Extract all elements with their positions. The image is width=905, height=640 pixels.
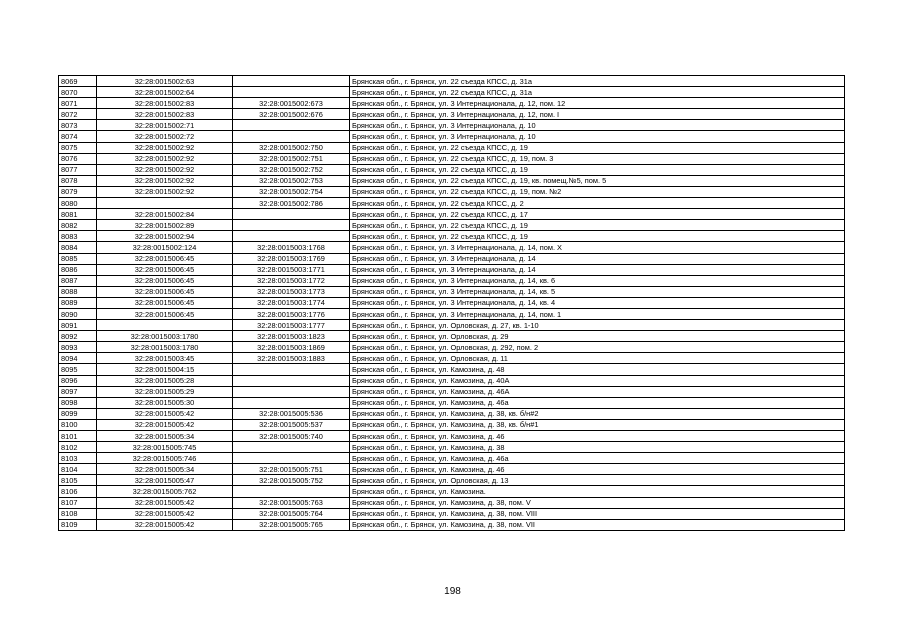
cadastral-number-cell (97, 320, 233, 331)
cadastral-number-cell: 32:28:0015003:45 (97, 353, 233, 364)
row-number-cell: 8108 (59, 508, 97, 519)
cadastral-number-cell: 32:28:0015005:30 (97, 397, 233, 408)
related-cadastral-number-cell (233, 209, 350, 220)
row-number-cell: 8070 (59, 87, 97, 98)
address-cell: Брянская обл., г. Брянск, ул. 3 Интернационала, д. 14, кв. 6 (350, 275, 845, 286)
row-number-cell: 8109 (59, 519, 97, 530)
table-row (59, 76, 845, 87)
address-cell: Брянская обл., г. Брянск, ул. 3 Интернационала, д. 14, кв. 5 (350, 286, 845, 297)
table-row (59, 486, 845, 497)
cadastral-number-cell: 32:28:0015002:64 (97, 87, 233, 98)
address-cell: Брянская обл., г. Брянск, ул. 22 съезда КПСС, д. 19 (350, 220, 845, 231)
row-number-cell: 8097 (59, 386, 97, 397)
table-row (59, 109, 845, 120)
address-cell: Брянская обл., г. Брянск, ул. Камозина, д. 38, пом. VIII (350, 508, 845, 519)
address-cell: Брянская обл., г. Брянск, ул. 3 Интернационала, д. 10 (350, 131, 845, 142)
related-cadastral-number-cell (233, 87, 350, 98)
address-cell: Брянская обл., г. Брянск, ул. 3 Интернационала, д. 10 (350, 120, 845, 131)
table-row (59, 286, 845, 297)
cadastral-number-cell: 32:28:0015005:745 (97, 442, 233, 453)
address-cell: Брянская обл., г. Брянск, ул. 3 Интернационала, д. 12, пом. I (350, 109, 845, 120)
cadastral-number-cell: 32:28:0015002:89 (97, 220, 233, 231)
table-row (59, 297, 845, 308)
row-number-cell: 8081 (59, 209, 97, 220)
table-row (59, 453, 845, 464)
address-cell: Брянская обл., г. Брянск, ул. 22 съезда КПСС, д. 19 (350, 164, 845, 175)
cadastral-number-cell: 32:28:0015002:92 (97, 164, 233, 175)
related-cadastral-number-cell: 32:28:0015005:764 (233, 508, 350, 519)
related-cadastral-number-cell: 32:28:0015003:1776 (233, 308, 350, 319)
table-row (59, 209, 845, 220)
related-cadastral-number-cell: 32:28:0015005:537 (233, 419, 350, 430)
cadastral-number-cell: 32:28:0015005:42 (97, 508, 233, 519)
table-row (59, 331, 845, 342)
cadastral-number-cell: 32:28:0015002:92 (97, 175, 233, 186)
row-number-cell: 8105 (59, 475, 97, 486)
cadastral-number-cell: 32:28:0015005:29 (97, 386, 233, 397)
cadastral-number-cell: 32:28:0015005:42 (97, 519, 233, 530)
address-cell: Брянская обл., г. Брянск, ул. Камозина, д. 38, пом. VII (350, 519, 845, 530)
table-row (59, 131, 845, 142)
cadastral-number-cell: 32:28:0015006:45 (97, 286, 233, 297)
address-cell: Брянская обл., г. Брянск, ул. 3 Интернационала, д. 14 (350, 264, 845, 275)
cadastral-number-cell: 32:28:0015002:83 (97, 98, 233, 109)
table-row (59, 431, 845, 442)
row-number-cell: 8088 (59, 286, 97, 297)
related-cadastral-number-cell: 32:28:0015003:1771 (233, 264, 350, 275)
row-number-cell: 8096 (59, 375, 97, 386)
related-cadastral-number-cell (233, 76, 350, 87)
row-number-cell: 8099 (59, 408, 97, 419)
related-cadastral-number-cell: 32:28:0015003:1823 (233, 331, 350, 342)
related-cadastral-number-cell (233, 120, 350, 131)
address-cell: Брянская обл., г. Брянск, ул. 22 съезда КПСС, д. 17 (350, 209, 845, 220)
table-row (59, 519, 845, 530)
cadastral-number-cell: 32:28:0015002:72 (97, 131, 233, 142)
table-row (59, 264, 845, 275)
row-number-cell: 8103 (59, 453, 97, 464)
row-number-cell: 8069 (59, 76, 97, 87)
related-cadastral-number-cell (233, 442, 350, 453)
table-row (59, 497, 845, 508)
address-cell: Брянская обл., г. Брянск, ул. Камозина, д. 46 (350, 431, 845, 442)
cadastral-number-cell: 32:28:0015005:34 (97, 431, 233, 442)
address-cell: Брянская обл., г. Брянск, ул. Камозина, д. 38, пом. V (350, 497, 845, 508)
table-row (59, 408, 845, 419)
address-cell: Брянская обл., г. Брянск, ул. Камозина, д. 46А (350, 386, 845, 397)
related-cadastral-number-cell: 32:28:0015003:1883 (233, 353, 350, 364)
address-cell: Брянская обл., г. Брянск, ул. Камозина, д. 46а (350, 397, 845, 408)
table-row (59, 342, 845, 353)
cadastral-number-cell: 32:28:0015002:124 (97, 242, 233, 253)
address-cell: Брянская обл., г. Брянск, ул. 3 Интернационала, д. 12, пом. 12 (350, 98, 845, 109)
related-cadastral-number-cell: 32:28:0015003:1774 (233, 297, 350, 308)
cadastral-number-cell: 32:28:0015005:746 (97, 453, 233, 464)
address-cell: Брянская обл., г. Брянск, ул. Орловская, д. 13 (350, 475, 845, 486)
related-cadastral-number-cell: 32:28:0015005:752 (233, 475, 350, 486)
row-number-cell: 8074 (59, 131, 97, 142)
related-cadastral-number-cell (233, 486, 350, 497)
page-number: 198 (444, 586, 461, 597)
row-number-cell: 8098 (59, 397, 97, 408)
cadastral-number-cell: 32:28:0015004:15 (97, 364, 233, 375)
address-cell: Брянская обл., г. Брянск, ул. Камозина, д. 46а (350, 453, 845, 464)
related-cadastral-number-cell (233, 220, 350, 231)
cadastral-number-cell: 32:28:0015002:83 (97, 109, 233, 120)
row-number-cell: 8086 (59, 264, 97, 275)
table-row (59, 308, 845, 319)
table-row (59, 198, 845, 209)
address-cell: Брянская обл., г. Брянск, ул. 22 съезда КПСС, д. 19, пом. №2 (350, 186, 845, 197)
cadastral-number-cell: 32:28:0015002:63 (97, 76, 233, 87)
address-cell: Брянская обл., г. Брянск, ул. 22 съезда КПСС, д. 19, пом. 3 (350, 153, 845, 164)
address-cell: Брянская обл., г. Брянск, ул. Камозина. (350, 486, 845, 497)
table-row (59, 320, 845, 331)
address-cell: Брянская обл., г. Брянск, ул. Камозина, д. 38, кв. б/н#1 (350, 419, 845, 430)
related-cadastral-number-cell: 32:28:0015005:763 (233, 497, 350, 508)
address-cell: Брянская обл., г. Брянск, ул. Камозина, д. 38, кв. б/н#2 (350, 408, 845, 419)
cadastral-number-cell: 32:28:0015006:45 (97, 308, 233, 319)
table-row (59, 231, 845, 242)
row-number-cell: 8084 (59, 242, 97, 253)
property-table (58, 75, 845, 531)
row-number-cell: 8106 (59, 486, 97, 497)
cadastral-number-cell: 32:28:0015003:1780 (97, 331, 233, 342)
row-number-cell: 8082 (59, 220, 97, 231)
address-cell: Брянская обл., г. Брянск, ул. Орловская, д. 29 (350, 331, 845, 342)
related-cadastral-number-cell: 32:28:0015003:1869 (233, 342, 350, 353)
row-number-cell: 8079 (59, 186, 97, 197)
row-number-cell: 8091 (59, 320, 97, 331)
cadastral-number-cell: 32:28:0015002:94 (97, 231, 233, 242)
row-number-cell: 8073 (59, 120, 97, 131)
table-row (59, 397, 845, 408)
cadastral-number-cell: 32:28:0015005:42 (97, 419, 233, 430)
related-cadastral-number-cell: 32:28:0015002:673 (233, 98, 350, 109)
row-number-cell: 8101 (59, 431, 97, 442)
address-cell: Брянская обл., г. Брянск, ул. Орловская, д. 11 (350, 353, 845, 364)
related-cadastral-number-cell: 32:28:0015003:1772 (233, 275, 350, 286)
table-row (59, 464, 845, 475)
row-number-cell: 8094 (59, 353, 97, 364)
row-number-cell: 8071 (59, 98, 97, 109)
address-cell: Брянская обл., г. Брянск, ул. 3 Интернационала, д. 14 (350, 253, 845, 264)
table-row (59, 142, 845, 153)
cadastral-number-cell: 32:28:0015002:92 (97, 186, 233, 197)
cadastral-number-cell: 32:28:0015006:45 (97, 275, 233, 286)
address-cell: Брянская обл., г. Брянск, ул. Орловская, д. 292, пом. 2 (350, 342, 845, 353)
address-cell: Брянская обл., г. Брянск, ул. 22 съезда КПСС, д. 31а (350, 87, 845, 98)
cadastral-number-cell: 32:28:0015005:42 (97, 408, 233, 419)
related-cadastral-number-cell (233, 453, 350, 464)
related-cadastral-number-cell: 32:28:0015005:751 (233, 464, 350, 475)
related-cadastral-number-cell (233, 231, 350, 242)
table-row (59, 153, 845, 164)
address-cell: Брянская обл., г. Брянск, ул. 22 съезда КПСС, д. 19 (350, 142, 845, 153)
address-cell: Брянская обл., г. Брянск, ул. Камозина, д. 40А (350, 375, 845, 386)
row-number-cell: 8089 (59, 297, 97, 308)
table-row (59, 175, 845, 186)
address-cell: Брянская обл., г. Брянск, ул. 22 съезда КПСС, д. 2 (350, 198, 845, 209)
row-number-cell: 8075 (59, 142, 97, 153)
row-number-cell: 8085 (59, 253, 97, 264)
address-cell: Брянская обл., г. Брянск, ул. 3 Интернационала, д. 14, пом. 1 (350, 308, 845, 319)
table-row (59, 186, 845, 197)
address-cell: Брянская обл., г. Брянск, ул. 3 Интернационала, д. 14, кв. 4 (350, 297, 845, 308)
row-number-cell: 8102 (59, 442, 97, 453)
table-row (59, 253, 845, 264)
address-cell: Брянская обл., г. Брянск, ул. Орловская, д. 27, кв. 1-10 (350, 320, 845, 331)
cadastral-number-cell: 32:28:0015002:92 (97, 153, 233, 164)
cadastral-number-cell: 32:28:0015002:92 (97, 142, 233, 153)
related-cadastral-number-cell: 32:28:0015002:750 (233, 142, 350, 153)
cadastral-number-cell: 32:28:0015006:45 (97, 253, 233, 264)
row-number-cell: 8090 (59, 308, 97, 319)
cadastral-number-cell: 32:28:0015005:47 (97, 475, 233, 486)
related-cadastral-number-cell: 32:28:0015002:753 (233, 175, 350, 186)
related-cadastral-number-cell (233, 375, 350, 386)
property-table-body (59, 76, 845, 531)
cadastral-number-cell: 32:28:0015005:28 (97, 375, 233, 386)
related-cadastral-number-cell: 32:28:0015003:1768 (233, 242, 350, 253)
table-row (59, 386, 845, 397)
cadastral-number-cell: 32:28:0015005:34 (97, 464, 233, 475)
related-cadastral-number-cell: 32:28:0015002:754 (233, 186, 350, 197)
table-row (59, 364, 845, 375)
cadastral-number-cell: 32:28:0015006:45 (97, 264, 233, 275)
related-cadastral-number-cell (233, 131, 350, 142)
row-number-cell: 8095 (59, 364, 97, 375)
related-cadastral-number-cell: 32:28:0015005:765 (233, 519, 350, 530)
row-number-cell: 8072 (59, 109, 97, 120)
address-cell: Брянская обл., г. Брянск, ул. 22 съезда КПСС, д. 31а (350, 76, 845, 87)
cadastral-number-cell: 32:28:0015005:42 (97, 497, 233, 508)
cadastral-number-cell: 32:28:0015002:71 (97, 120, 233, 131)
row-number-cell: 8087 (59, 275, 97, 286)
row-number-cell: 8093 (59, 342, 97, 353)
address-cell: Брянская обл., г. Брянск, ул. 22 съезда КПСС, д. 19 (350, 231, 845, 242)
table-row (59, 164, 845, 175)
table-row (59, 87, 845, 98)
related-cadastral-number-cell: 32:28:0015003:1773 (233, 286, 350, 297)
related-cadastral-number-cell (233, 397, 350, 408)
row-number-cell: 8107 (59, 497, 97, 508)
table-row (59, 475, 845, 486)
address-cell: Брянская обл., г. Брянск, ул. Камозина, д. 46 (350, 464, 845, 475)
address-cell: Брянская обл., г. Брянск, ул. 3 Интернационала, д. 14, пом. X (350, 242, 845, 253)
related-cadastral-number-cell (233, 364, 350, 375)
row-number-cell: 8100 (59, 419, 97, 430)
cadastral-number-cell (97, 198, 233, 209)
row-number-cell: 8076 (59, 153, 97, 164)
table-row (59, 220, 845, 231)
table-row (59, 98, 845, 109)
table-row (59, 375, 845, 386)
related-cadastral-number-cell: 32:28:0015002:752 (233, 164, 350, 175)
related-cadastral-number-cell (233, 386, 350, 397)
related-cadastral-number-cell: 32:28:0015002:676 (233, 109, 350, 120)
address-cell: Брянская обл., г. Брянск, ул. 22 съезда КПСС, д. 19, кв. помещ.№5, пом. 5 (350, 175, 845, 186)
table-row (59, 419, 845, 430)
related-cadastral-number-cell: 32:28:0015002:786 (233, 198, 350, 209)
row-number-cell: 8078 (59, 175, 97, 186)
address-cell: Брянская обл., г. Брянск, ул. Камозина, д. 48 (350, 364, 845, 375)
related-cadastral-number-cell: 32:28:0015003:1769 (233, 253, 350, 264)
cadastral-number-cell: 32:28:0015005:762 (97, 486, 233, 497)
table-row (59, 353, 845, 364)
cadastral-number-cell: 32:28:0015002:84 (97, 209, 233, 220)
row-number-cell: 8104 (59, 464, 97, 475)
cadastral-number-cell: 32:28:0015003:1780 (97, 342, 233, 353)
related-cadastral-number-cell: 32:28:0015005:740 (233, 431, 350, 442)
row-number-cell: 8083 (59, 231, 97, 242)
table-row (59, 120, 845, 131)
related-cadastral-number-cell: 32:28:0015002:751 (233, 153, 350, 164)
address-cell: Брянская обл., г. Брянск, ул. Камозина, д. 38 (350, 442, 845, 453)
table-row (59, 275, 845, 286)
row-number-cell: 8077 (59, 164, 97, 175)
related-cadastral-number-cell: 32:28:0015005:536 (233, 408, 350, 419)
table-row (59, 442, 845, 453)
cadastral-number-cell: 32:28:0015006:45 (97, 297, 233, 308)
related-cadastral-number-cell: 32:28:0015003:1777 (233, 320, 350, 331)
table-row (59, 242, 845, 253)
row-number-cell: 8080 (59, 198, 97, 209)
row-number-cell: 8092 (59, 331, 97, 342)
table-row (59, 508, 845, 519)
